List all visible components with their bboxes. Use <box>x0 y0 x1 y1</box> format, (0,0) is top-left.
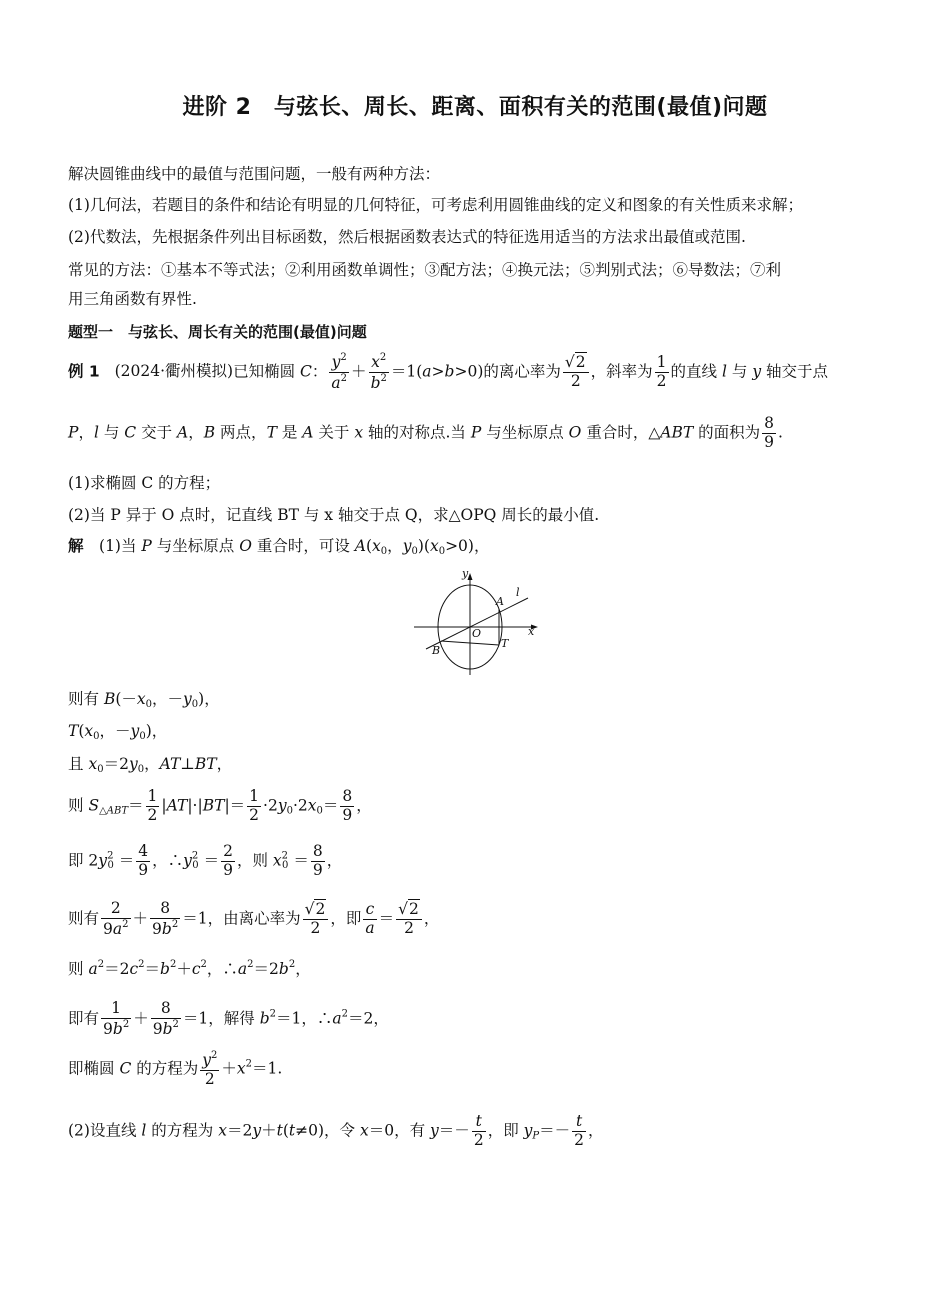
y-axis-label: y <box>462 567 469 580</box>
line-l-label: l <box>516 586 520 599</box>
method-algebraic: (2)代数法，先根据条件列出目标函数，然后根据函数表达式的特征选用适当的方法求出最值或范围. <box>68 228 746 246</box>
question-2: (2)当 P 异于 O 点时，记直线 BT 与 x 轴交于点 Q，求△OPQ 周长的最小值. <box>68 506 600 524</box>
common-methods-line1: 常见的方法：①基本不等式法；②利用函数单调性；③配方法；④换元法；⑤判别式法；⑥导数法；⑦利 <box>68 261 782 279</box>
x-axis-label: x <box>528 625 535 638</box>
y-axis-arrow <box>468 573 473 580</box>
solution-line1: 解 (1)当 P 与坐标原点 O 重合时，可设 $A(x_0$，$y_0)(x_0>0)$， <box>68 537 490 557</box>
point-a-label: A <box>496 595 504 608</box>
solution-step-equation: 即椭圆 C 的方程为 $\frac{y^2}{2}$ $+x^2=1$. <box>68 1050 283 1088</box>
section-heading: 题型一 与弦长、周长有关的范围(最值)问题 <box>68 323 367 341</box>
intro-text: 解决圆锥曲线中的最值与范围问题，一般有两种方法： <box>68 165 441 183</box>
solution-label: 解 <box>68 537 84 555</box>
solution-step-area: 则 $S_{\triangle ABT}=$ $\frac{1}{2}$ |AT|·|BT|＝ $\frac{1}{2}$ $\cdot 2y_0\cdot 2x_0=$ $\frac{8}{9}$ ， <box>68 787 372 824</box>
solution-part2-line1: (2)设直线 l 的方程为 x＝2y＋t(t≠0)，令 x＝0，有 y＝－ $\frac{t}{2}$ ，即 $y_P=-$ $\frac{t}{2}$ ， <box>68 1112 604 1149</box>
example-line2: P，l 与 C 交于 A，B 两点，T 是 A 关于 x 轴的对称点.当 P 与坐标原点 O 重合时，△ABT 的面积为 $\frac{8}{9}$ . <box>68 414 783 451</box>
point-t-label: T <box>501 637 509 650</box>
origin-label: O <box>472 627 482 640</box>
solution-step-a2: 则 $a^2=2c^2=b^2+c^2$，$\therefore a^2=2b^2$， <box>68 959 311 978</box>
solution-step-perp: 且 $x_0=2y_0$，AT⊥BT， <box>68 755 233 775</box>
point-b-label: B <box>432 644 441 657</box>
common-methods-line2: 用三角函数有界性. <box>68 290 197 308</box>
solution-step-b: 则有 $B(-x_0$，$-y_0$)， <box>68 690 220 710</box>
solution-step-b2: 即有 $\frac{1}{9b^2}$ ＋ $\frac{8}{9b^2}$ ＝1，解得 $b^2=1$，$\therefore a^2=2$， <box>68 999 389 1038</box>
solution-step-y0: 即 $2y^2_0$ ＝ $\frac{4}{9}$ ，$\therefore y^2_0$ ＝ $\frac{2}{9}$ ，则 $x^2_0$ ＝ $\frac{8}{9}$ ， <box>68 842 343 879</box>
solution-step-t: $T(x_0$，$-y_0$)， <box>68 722 168 742</box>
example-line1: 例 1 (2024·衢州模拟)已知椭圆 C： $\frac{y^2}{a^2}$ ＋ $\frac{x^2}{b^2}$ ＝1(a>b>0)的离心率为 $\frac{√2}{2}$ ，斜率为 $\frac{1}{2}$ 的直线 l 与 y 轴交于点 <box>68 352 829 392</box>
example-label: 例 1 <box>68 362 100 381</box>
method-geometric: (1)几何法，若题目的条件和结论有明显的几何特征，可考虑利用圆锥曲线的定义和图象的有关性质来求解； <box>68 196 803 214</box>
page-title: 进阶 2 与弦长、周长、距离、面积有关的范围(最值)问题 <box>182 95 768 120</box>
example-source: (2024·衢州模拟) <box>114 362 234 381</box>
ellipse-figure <box>410 565 550 677</box>
question-1: (1)求椭圆 C 的方程； <box>68 474 221 492</box>
solution-step-ecc: 则有 $\frac{2}{9a^2}$ ＋ $\frac{8}{9b^2}$ ＝1，由离心率为 $\frac{√2}{2}$ ，即 $\frac{c}{a}$ ＝ $\frac{√2}{2}$ ， <box>68 899 440 938</box>
